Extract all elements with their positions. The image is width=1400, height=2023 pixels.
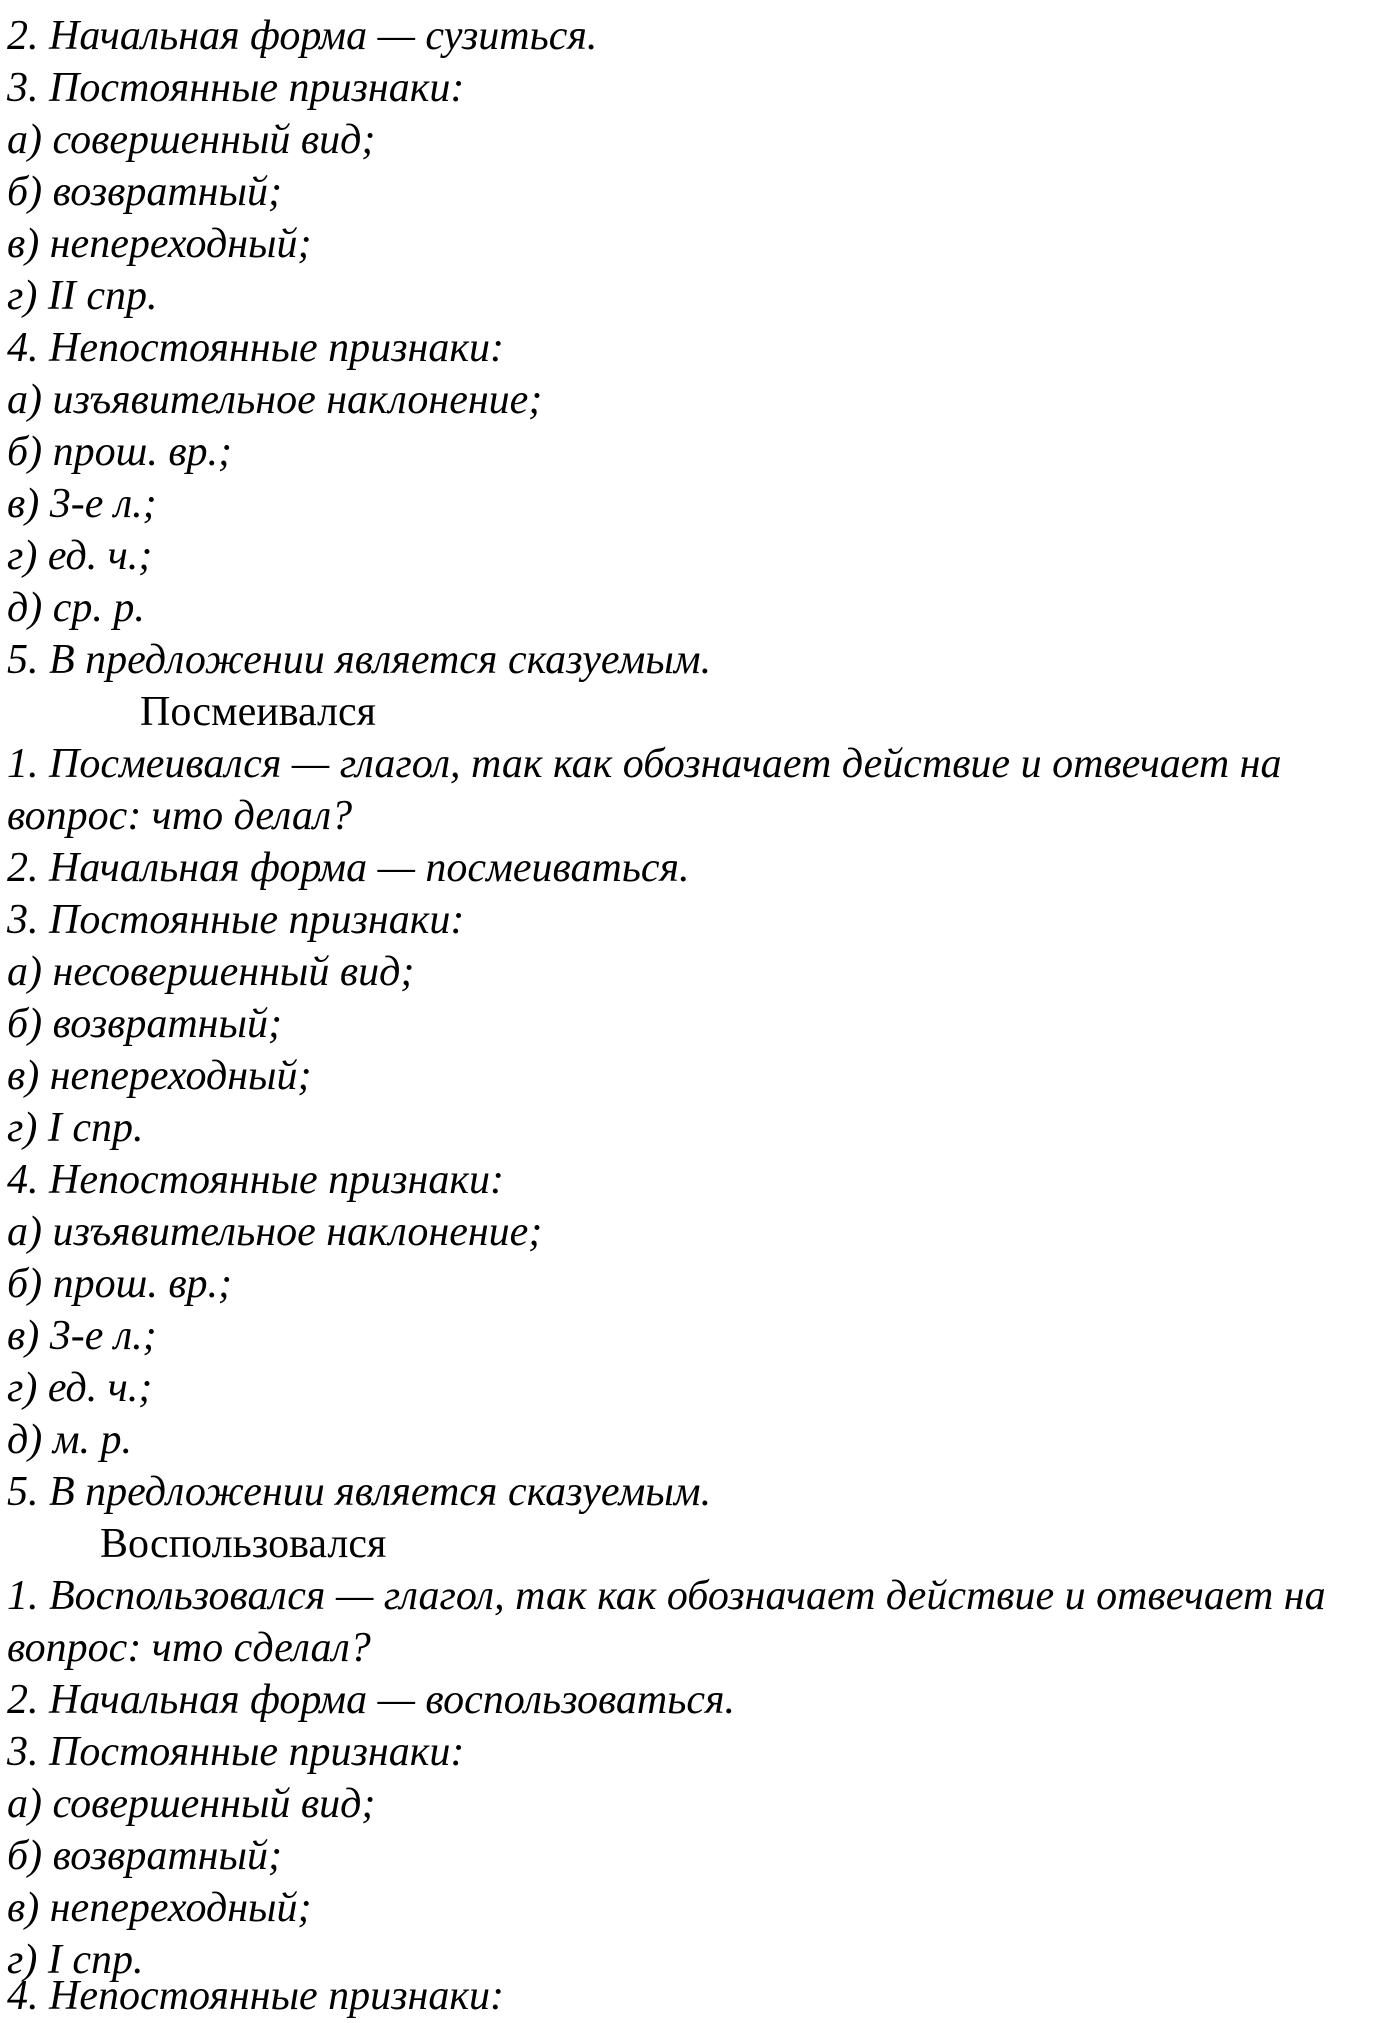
section-heading: Посмеивался [140, 689, 376, 735]
text-line: 3. Постоянные признаки: [7, 65, 465, 111]
text-line: г) II спр. [7, 273, 158, 319]
text-line: а) изъявительное наклонение; [7, 1209, 543, 1255]
section-heading: Воспользовался [100, 1521, 387, 1567]
text-line: г) ед. ч.; [7, 1365, 153, 1411]
text-line: а) несовершенный вид; [7, 949, 415, 995]
text-line: 4. Непостоянные признаки: [7, 325, 505, 371]
text-line: 1. Воспользовался — глагол, так как обозначает действие и отвечает на [7, 1573, 1326, 1619]
text-line: 2. Начальная форма — посмеиваться. [7, 845, 690, 891]
text-line: б) прош. вр.; [7, 1261, 233, 1307]
text-line: в) 3-е л.; [7, 1313, 157, 1359]
text-line: вопрос: что делал? [7, 793, 353, 839]
text-line: б) возвратный; [7, 169, 282, 215]
text-line: д) ср. р. [7, 585, 145, 631]
text-line: б) прош. вр.; [7, 429, 233, 475]
text-line: 1. Посмеивался — глагол, так как обозначает действие и отвечает на [7, 741, 1282, 787]
text-line: вопрос: что сделал? [7, 1625, 371, 1671]
text-line: в) 3-е л.; [7, 481, 157, 527]
text-line: б) возвратный; [7, 1001, 282, 1047]
text-line: 3. Постоянные признаки: [7, 1729, 465, 1775]
text-line: г) I спр. [7, 1105, 144, 1151]
text-line: д) м. р. [7, 1417, 133, 1463]
text-line: 2. Начальная форма — сузиться. [7, 13, 598, 59]
text-line: в) непереходный; [7, 1885, 312, 1931]
text-line: 2. Начальная форма — воспользоваться. [7, 1677, 736, 1723]
text-line: 4. Непостоянные признаки: [7, 1157, 505, 1203]
text-line: 4. Непостоянные признаки: [7, 1973, 505, 2019]
text-line: в) непереходный; [7, 1053, 312, 1099]
text-line: г) I спр. [7, 1937, 144, 1983]
text-line: а) изъявительное наклонение; [7, 377, 543, 423]
text-line: а) совершенный вид; [7, 1781, 376, 1827]
text-line: в) непереходный; [7, 221, 312, 267]
text-line: б) возвратный; [7, 1833, 282, 1879]
text-line: 5. В предложении является сказуемым. [7, 1469, 712, 1515]
text-line: 5. В предложении является сказуемым. [7, 637, 712, 683]
text-line: г) ед. ч.; [7, 533, 153, 579]
text-line: а) совершенный вид; [7, 117, 376, 163]
text-line: 3. Постоянные признаки: [7, 897, 465, 943]
